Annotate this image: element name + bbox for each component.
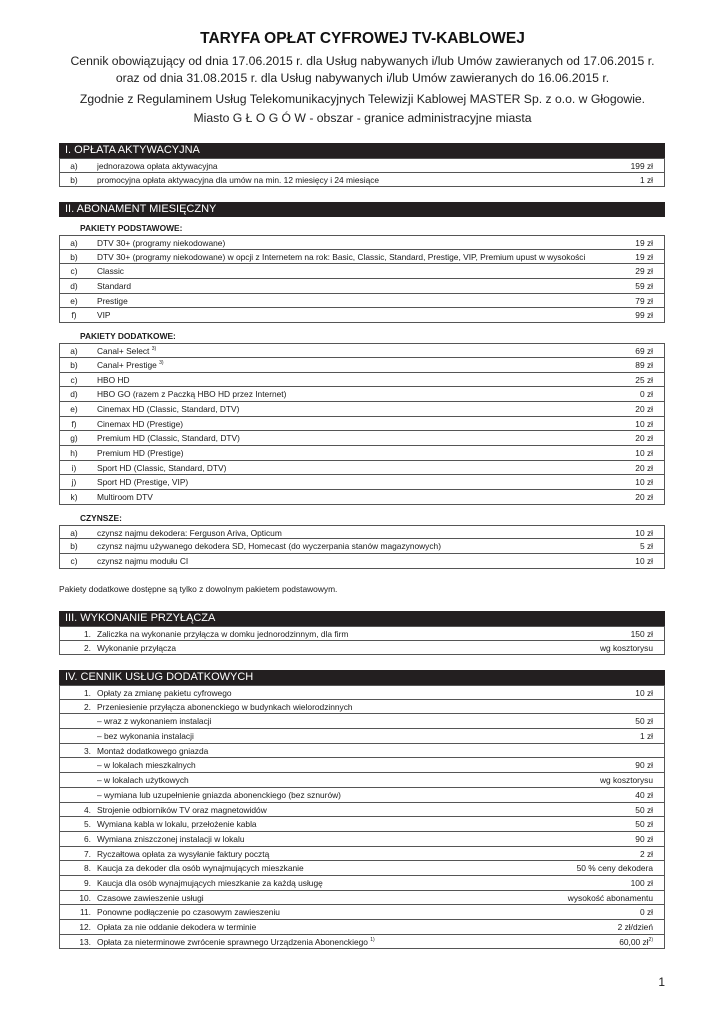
- row-value-text: 90 zł: [635, 833, 653, 844]
- row-value-text: 19 zł: [635, 251, 653, 262]
- table-row: [59, 773, 665, 788]
- connection-table: [59, 626, 665, 655]
- row-value-text: 90 zł: [635, 760, 653, 771]
- row-label-text: Opłata za nieterminowe zwrócenie sprawnego Urządzenia Abonenckiego: [97, 936, 368, 947]
- row-value-text: 29 zł: [635, 266, 653, 277]
- row-label: [97, 402, 613, 416]
- row-label-text: DTV 30+ (programy niekodowane): [97, 238, 226, 248]
- row-label-text: – wraz z wykonaniem instalacji: [97, 716, 212, 727]
- row-value-text: 1 zł: [639, 174, 653, 185]
- row-label-text: czynsz najmu modułu CI: [97, 556, 189, 567]
- row-label: [97, 308, 613, 322]
- section-activation: [59, 143, 665, 187]
- row-label: [97, 539, 613, 553]
- row-value: [568, 891, 653, 905]
- footnote-marker: 2): [648, 936, 653, 943]
- row-label: [97, 475, 613, 489]
- row-label-text: Ponowne podłączenie po czasowym zawieszeniu: [97, 907, 280, 918]
- row-value-text: 2 zł/dzień: [617, 922, 653, 932]
- table-row: [59, 158, 665, 173]
- row-label-text: HBO HD: [97, 374, 130, 385]
- row-value: [635, 294, 653, 308]
- row-label-text: Cinemax HD (Prestige): [97, 418, 184, 429]
- validity-line-2: oraz od dnia 31.08.2015 r. dla Usług nabywanych i/lub Umów zawieranych do 16.06.2015 r.: [115, 71, 610, 85]
- row-value: [640, 729, 653, 743]
- row-label: [97, 344, 613, 358]
- row-label: [97, 832, 613, 846]
- row-index: c): [70, 556, 78, 567]
- row-label: [97, 294, 613, 308]
- row-label-text: Cinemax HD (Classic, Standard, DTV): [97, 403, 240, 414]
- table-row: [59, 685, 665, 700]
- row-label: [97, 250, 613, 264]
- row-label-text: Sport HD (Classic, Standard, DTV): [97, 462, 227, 473]
- row-value: [635, 788, 653, 802]
- row-label: [97, 788, 613, 802]
- row-label-text: Strojenie odbiorników TV oraz magnetowidów: [97, 804, 267, 815]
- row-value-text: 50 % ceny dekodera: [576, 863, 653, 874]
- row-label: [97, 236, 613, 250]
- row-index: 2.: [84, 642, 91, 653]
- row-index: 10.: [79, 892, 91, 903]
- row-value-text: 10 zł: [635, 418, 653, 429]
- row-value-text: 50 zł: [635, 804, 653, 815]
- table-row: [59, 446, 665, 461]
- table-row: [59, 920, 665, 935]
- table-row: [59, 847, 665, 862]
- row-label: [97, 817, 613, 831]
- rent-table: [59, 525, 665, 569]
- row-label: [97, 641, 613, 655]
- row-index: 1.: [84, 629, 91, 639]
- row-index: c): [70, 266, 78, 277]
- table-row: [59, 417, 665, 432]
- table-row: [59, 758, 665, 773]
- table-row: [59, 358, 665, 373]
- table-row: [59, 173, 665, 188]
- table-row: [59, 714, 665, 729]
- row-label-text: Canal+ Select: [97, 346, 150, 357]
- row-index: e): [70, 403, 78, 414]
- row-label: [97, 744, 613, 758]
- row-value: [619, 935, 653, 949]
- row-index: 8.: [84, 863, 91, 874]
- row-label-text: DTV 30+ (programy niekodowane) w opcji z Internetem na rok: Basic, Classic, Standard, Prestige, VIP, Premium upust w wysokości: [97, 251, 586, 262]
- row-label-text: Wymiana kabla w lokalu, przełożenie kabla: [97, 819, 257, 830]
- table-row: [59, 641, 665, 656]
- area-line: Miasto G Ł O G Ó W - obszar - granice administracyjne miasta: [193, 111, 532, 125]
- row-label-text: Wymiana zniszczonej instalacji w lokalu: [97, 833, 245, 844]
- row-value: [635, 714, 653, 728]
- row-label-text: Multiroom DTV: [97, 492, 153, 502]
- row-value: [577, 861, 653, 875]
- row-label: [97, 461, 613, 475]
- row-value: [635, 373, 653, 387]
- row-value: [618, 920, 653, 934]
- row-value-text: 59 zł: [635, 281, 653, 292]
- row-index: 9.: [84, 877, 91, 888]
- row-value: [640, 387, 653, 401]
- row-value-text: 20 zł: [635, 403, 653, 414]
- row-value-text: 20 zł: [635, 492, 653, 502]
- row-value: [635, 475, 653, 489]
- row-value-text: 19 zł: [635, 238, 653, 248]
- row-label-text: Premium HD (Classic, Standard, DTV): [97, 433, 240, 444]
- row-label-text: Premium HD (Prestige): [97, 447, 184, 458]
- row-label-text: – bez wykonania instalacji: [97, 731, 194, 742]
- row-label: [97, 417, 613, 431]
- row-index: b): [70, 359, 78, 370]
- section-header: II. ABONAMENT MIESIĘCZNY: [59, 202, 665, 217]
- row-index: 11.: [79, 907, 91, 918]
- row-label-text: VIP: [97, 310, 111, 321]
- row-value-text: 150 zł: [630, 629, 653, 639]
- row-value-text: 0 zł: [639, 389, 653, 400]
- row-value-text: 60,00 zł: [619, 936, 649, 947]
- row-value-text: 10 zł: [635, 688, 653, 698]
- section-header: I. OPŁATA AKTYWACYJNA: [59, 143, 665, 158]
- row-label-text: jednorazowa opłata aktywacyjna: [97, 161, 218, 171]
- table-row: [59, 803, 665, 818]
- row-index: d): [70, 389, 78, 400]
- row-value: [635, 446, 653, 460]
- row-index: 1.: [84, 688, 91, 698]
- section-header: III. WYKONANIE PRZYŁĄCZA: [59, 611, 665, 626]
- row-value-text: 10 zł: [635, 556, 653, 567]
- row-label-text: czynsz najmu dekodera: Ferguson Ariva, Opticum: [97, 527, 282, 538]
- row-label-text: czynsz najmu używanego dekodera SD, Homecast (do wyczerpania stanów magazynowych): [97, 541, 442, 552]
- row-value-text: 69 zł: [635, 346, 653, 357]
- row-value: [635, 817, 653, 831]
- row-index: 6.: [84, 833, 91, 844]
- row-value: [635, 461, 653, 475]
- row-index: i): [71, 462, 77, 473]
- row-value-text: 199 zł: [630, 161, 653, 171]
- table-row: [59, 475, 665, 490]
- row-label: [97, 891, 613, 905]
- row-value: [635, 358, 653, 372]
- page-number: 1: [658, 975, 665, 989]
- row-label: [97, 905, 613, 919]
- table-row: [59, 876, 665, 891]
- basic-packages-caption: PAKIETY PODSTAWOWE:: [80, 223, 183, 233]
- section-subscription: [59, 202, 665, 569]
- row-value-text: wg kosztorysu: [599, 642, 653, 653]
- row-index: c): [70, 374, 78, 385]
- row-index: 7.: [84, 848, 91, 859]
- table-row: [59, 294, 665, 309]
- row-index: 3.: [84, 745, 91, 756]
- row-value: [631, 627, 653, 641]
- row-index: h): [70, 447, 78, 458]
- row-value: [635, 250, 653, 264]
- row-index: a): [70, 238, 78, 248]
- row-label: [97, 714, 613, 728]
- row-index: f): [71, 418, 77, 429]
- table-row: [59, 539, 665, 554]
- row-index: 13.: [79, 936, 91, 947]
- row-index: a): [70, 161, 78, 171]
- additional-services-table: [59, 685, 665, 949]
- table-row: [59, 387, 665, 402]
- row-label: [97, 279, 613, 293]
- row-value: [635, 279, 653, 293]
- row-label-text: Czasowe zawieszenie usługi: [97, 892, 204, 903]
- row-value-text: 50 zł: [635, 819, 653, 830]
- table-row: [59, 626, 665, 641]
- row-label: [97, 627, 613, 641]
- row-value: [635, 832, 653, 846]
- table-row: [59, 402, 665, 417]
- row-label-text: Kaucja za dekoder dla osób wynajmujących mieszkanie: [97, 863, 304, 874]
- row-label-text: Montaż dodatkowego gniazda: [97, 745, 209, 756]
- extra-packages-caption: PAKIETY DODATKOWE:: [80, 331, 176, 342]
- row-value-text: 20 zł: [635, 462, 653, 473]
- row-value: [635, 402, 653, 416]
- row-value-text: 50 zł: [635, 716, 653, 727]
- row-label: [97, 847, 613, 861]
- row-label: [97, 387, 613, 401]
- row-label: [97, 358, 613, 372]
- row-index: a): [70, 346, 78, 357]
- table-row: [59, 817, 665, 832]
- row-label-text: Standard: [97, 281, 131, 292]
- validity-line-1: Cennik obowiązujący od dnia 17.06.2015 r. dla Usług nabywanych i/lub Umów zawieranych od 17.06.2015 r.: [70, 54, 655, 68]
- row-index: 2.: [84, 701, 91, 712]
- table-row: [59, 250, 665, 265]
- packages-note: Pakiety dodatkowe dostępne są tylko z dowolnym pakietem podstawowym.: [59, 584, 338, 594]
- row-label-text: – wymiana lub uzupełnienie gniazda abonenckiego (bez sznurów): [97, 789, 341, 800]
- row-value-text: wg kosztorysu: [599, 775, 653, 786]
- table-row: [59, 235, 665, 250]
- table-row: [59, 744, 665, 759]
- row-value: [635, 431, 653, 445]
- row-label-text: Ryczałtowa opłata za wysyłanie faktury pocztą: [97, 848, 270, 859]
- row-label-text: Wykonanie przyłącza: [97, 642, 177, 653]
- row-value: [640, 905, 653, 919]
- table-row: [59, 729, 665, 744]
- row-label-text: Przeniesienie przyłącza abonenckiego w budynkach wielorodzinnych: [97, 701, 353, 712]
- row-label: [97, 526, 613, 540]
- row-value: [640, 173, 653, 187]
- table-row: [59, 891, 665, 906]
- table-row: [59, 525, 665, 540]
- row-index: e): [70, 295, 78, 306]
- row-value-text: 20 zł: [635, 433, 653, 444]
- row-value-text: 1 zł: [639, 731, 653, 742]
- row-label-text: – w lokalach użytkowych: [97, 775, 189, 786]
- section-connection: [59, 611, 665, 655]
- row-label-text: Classic: [97, 266, 124, 277]
- table-row: [59, 264, 665, 279]
- row-value-text: 0 zł: [639, 907, 653, 918]
- row-value: [635, 264, 653, 278]
- table-row: [59, 490, 665, 505]
- row-label: [97, 935, 613, 949]
- footnote-marker: 3): [151, 346, 157, 353]
- row-label: [97, 373, 613, 387]
- row-value-text: wysokość abonamentu: [567, 892, 653, 903]
- row-value-text: 100 zł: [630, 877, 653, 888]
- row-value: [635, 758, 653, 772]
- row-value: [635, 554, 653, 568]
- row-index: b): [70, 174, 78, 185]
- extra-packages-table: [59, 343, 665, 505]
- row-index: 12.: [79, 922, 91, 932]
- row-value: [635, 308, 653, 322]
- row-value: [635, 417, 653, 431]
- row-label: [97, 758, 613, 772]
- row-index: k): [70, 492, 78, 502]
- table-row: [59, 788, 665, 803]
- table-row: [59, 279, 665, 294]
- row-label-text: promocyjna opłata aktywacyjna dla umów na min. 12 miesięcy i 24 miesiące: [97, 174, 380, 185]
- row-label: [97, 173, 613, 187]
- row-label: [97, 729, 613, 743]
- row-label-text: – w lokalach mieszkalnych: [97, 760, 196, 771]
- row-label-text: HBO GO (razem z Paczką HBO HD przez Internet): [97, 389, 287, 400]
- document-title: TARYFA OPŁAT CYFROWEJ TV-KABLOWEJ: [200, 30, 525, 47]
- row-value-text: 2 zł: [639, 848, 653, 859]
- section-additional-services: [59, 670, 665, 949]
- row-label: [97, 490, 613, 504]
- row-value-text: 89 zł: [635, 359, 653, 370]
- row-value: [640, 847, 653, 861]
- row-value: [635, 490, 653, 504]
- row-label-text: Sport HD (Prestige, VIP): [97, 477, 189, 488]
- row-value: [635, 803, 653, 817]
- section-header: IV. CENNIK USŁUG DODATKOWYCH: [59, 670, 665, 685]
- row-label: [97, 876, 613, 890]
- row-value: [635, 236, 653, 250]
- row-label: [97, 920, 613, 934]
- row-label: [97, 264, 613, 278]
- rent-caption: CZYNSZE:: [80, 512, 122, 523]
- row-label-text: Opłata za nie oddanie dekodera w terminie: [97, 922, 257, 932]
- row-value-text: 10 zł: [635, 447, 653, 458]
- row-label: [97, 446, 613, 460]
- row-label: [97, 700, 613, 714]
- row-label: [97, 861, 613, 875]
- table-row: [59, 373, 665, 388]
- row-index: b): [70, 251, 78, 262]
- row-value: [631, 159, 653, 173]
- table-row: [59, 554, 665, 569]
- row-index: 5.: [84, 819, 91, 830]
- row-value: [631, 876, 653, 890]
- row-value: [600, 641, 653, 655]
- table-row: [59, 700, 665, 715]
- footnote-marker: 1): [370, 936, 375, 943]
- row-value-text: 5 zł: [639, 541, 653, 552]
- row-index: a): [70, 527, 78, 538]
- row-label: [97, 431, 613, 445]
- row-index: b): [70, 541, 78, 552]
- row-index: j): [71, 477, 77, 488]
- row-value: [635, 686, 653, 700]
- row-value-text: 25 zł: [635, 374, 653, 385]
- row-label: [97, 773, 613, 787]
- row-value-text: 99 zł: [635, 310, 653, 321]
- table-row: [59, 935, 665, 950]
- table-row: [59, 308, 665, 323]
- row-label: [97, 803, 613, 817]
- table-row: [59, 832, 665, 847]
- row-label: [97, 554, 613, 568]
- row-value: [600, 773, 653, 787]
- row-index: f): [71, 310, 77, 321]
- footnote-marker: 3): [159, 360, 164, 367]
- row-label-text: Canal+ Prestige: [97, 359, 157, 370]
- table-row: [59, 431, 665, 446]
- table-row: [59, 861, 665, 876]
- row-label: [97, 159, 613, 173]
- table-row: [59, 343, 665, 358]
- row-label-text: Zaliczka na wykonanie przyłącza w domku jednorodzinnym, dla firm: [97, 629, 349, 639]
- row-value-text: 10 zł: [635, 477, 653, 488]
- table-row: [59, 461, 665, 476]
- row-label: [97, 686, 613, 700]
- row-value-text: 40 zł: [635, 789, 653, 800]
- basic-packages-table: [59, 235, 665, 323]
- row-value: [635, 526, 653, 540]
- row-label-text: Kaucja dla osób wynajmujących mieszkanie za każdą usługę: [97, 877, 323, 888]
- row-label-text: Opłaty za zmianę pakietu cyfrowego: [97, 688, 232, 698]
- row-value: [640, 539, 653, 553]
- row-label-text: Prestige: [97, 295, 128, 306]
- row-value: [635, 344, 653, 358]
- row-index: 4.: [84, 804, 91, 815]
- row-index: d): [70, 281, 78, 292]
- row-index: g): [70, 433, 78, 444]
- regulation-line: Zgodnie z Regulaminem Usług Telekomunikacyjnych Telewizji Kablowej MASTER Sp. z o.o. w Głogowie.: [79, 92, 646, 106]
- row-value-text: 10 zł: [635, 527, 653, 538]
- table-row: [59, 905, 665, 920]
- activation-table: [59, 158, 665, 187]
- row-value-text: 79 zł: [635, 295, 653, 306]
